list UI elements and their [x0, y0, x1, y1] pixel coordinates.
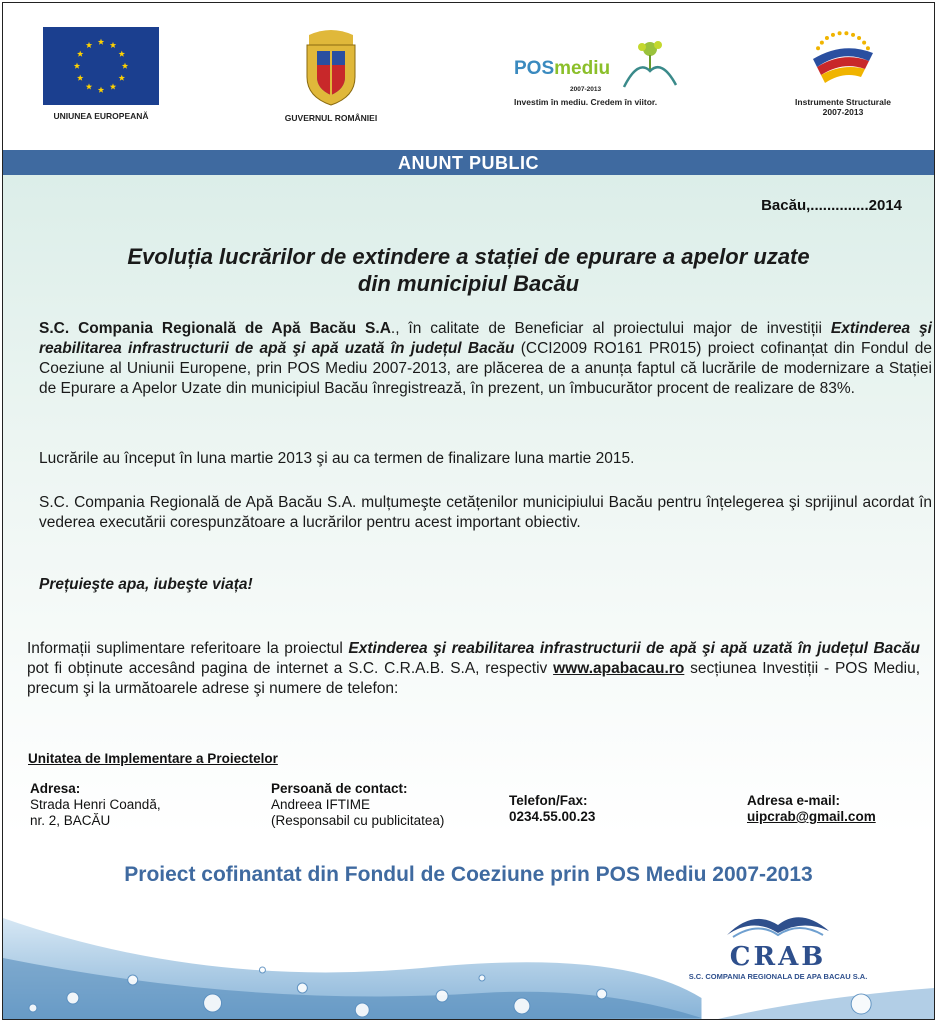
pos-tagline: Investim în mediu. Credem în viitor. — [514, 97, 658, 107]
is-caption-line1: Instrumente Structurale — [795, 97, 891, 107]
info-text-1: Informații suplimentare referitoare la proiectul — [27, 640, 349, 657]
is-star-icon — [857, 36, 861, 40]
is-caption-line2: 2007-2013 — [822, 107, 864, 117]
email-block — [747, 793, 876, 825]
person-role: (Responsabil cu publicitatea) — [271, 813, 445, 828]
address-label: Adresa: — [30, 781, 81, 796]
paragraph-info — [27, 639, 920, 699]
email-label: Adresa e-mail: — [747, 793, 841, 808]
crab-logo — [683, 905, 873, 981]
announcement-title — [3, 243, 934, 297]
contact-person-block — [271, 781, 444, 829]
crab-wordmark: CRAB — [729, 942, 827, 972]
phone-label: Telefon/Fax: — [509, 793, 588, 808]
is-star-icon — [831, 33, 835, 37]
paragraph-intro — [27, 319, 932, 399]
phone-value: 0234.55.00.23 — [509, 809, 596, 824]
phone-block — [509, 793, 595, 825]
address-line-2: nr. 2, BACĂU — [30, 813, 111, 828]
is-star-icon — [862, 41, 866, 45]
title-line-1: Evoluția lucrărilor de extindere a stației de epurare a apelor uzate — [127, 244, 810, 269]
address-line-1: Strada Henri Coandă, — [30, 797, 161, 812]
project-name: Extinderea şi reabilitarea infrastructurii de apă şi apă uzată în județul Bacău — [39, 320, 932, 357]
pos-years: 2007-2013 — [570, 86, 602, 93]
is-star-icon — [825, 36, 829, 40]
crab-subtitle: S.C. COMPANIA REGIONALA DE APA BACAU S.A. — [688, 972, 868, 981]
gov-caption: GUVERNUL ROMÂNIEI — [284, 113, 378, 123]
unit-heading: Unitatea de Implementare a Proiectelor — [28, 751, 278, 766]
is-star-icon — [851, 33, 855, 37]
is-star-icon — [816, 46, 820, 50]
is-star-icon — [844, 31, 848, 35]
person-label: Persoană de contact: — [271, 781, 408, 796]
eu-flag-icon — [43, 27, 159, 105]
is-star-icon — [838, 31, 842, 35]
cofinanced-statement: Proiect cofinantat din Fondul de Coeziune prin POS Mediu 2007-2013 — [124, 863, 813, 886]
mountain-wave-icon — [723, 905, 833, 939]
structural-instruments-icon — [803, 27, 883, 93]
gov-logo — [271, 25, 391, 123]
intro-text-2: (CCI2009 RO161 PR015) proiect cofinanțat din Fondul de Coeziune al Uniunii Europene, prin POS Mediu 2007-2013, are plăcerea de a anunța faptul că lucrările de modernizare a Stației de Epurare a Apelor Uzate din municipiul Bacău înregistrează, în prezent, un îmbucurător procent de realizare de 83%. — [39, 340, 932, 397]
company-name: S.C. Compania Regională de Apă Bacău S.A — [39, 320, 391, 337]
website-link[interactable]: www.apabacau.ro — [553, 660, 685, 677]
announcement-banner: ANUNT PUBLIC — [3, 150, 934, 175]
intro-text-1: ., în calitate de Beneficiar al proiectului major de investiții — [390, 320, 831, 337]
announcement-body — [3, 175, 934, 835]
email-link[interactable]: uipcrab@gmail.com — [747, 809, 876, 824]
hands-flower-icon — [618, 39, 678, 89]
info-text-2: pot fi obținute accesând pagina de internet a S.C. C.R.A.B. S.A, respectiv — [27, 660, 554, 677]
slogan: Prețuieşte apa, iubeşte viața! — [39, 576, 253, 593]
address-block — [30, 781, 161, 829]
info-text-3: secțiunea Investiții - POS Mediu, precum şi la următoarele adrese şi numere de telefon: — [27, 660, 920, 697]
pos-word: POS — [514, 58, 555, 79]
coat-of-arms-icon — [301, 25, 361, 107]
paragraph-schedule: Lucrările au început în luna martie 2013 şi au ca termen de finalizare luna martie 2015. — [39, 450, 635, 467]
logos-row — [3, 3, 934, 148]
is-star-icon — [866, 46, 870, 50]
title-line-2: din municipiul Bacău — [357, 271, 580, 296]
is-star-icon — [820, 41, 824, 45]
eu-logo — [41, 27, 161, 121]
announcement-date: Bacău,..............2014 — [761, 197, 902, 214]
structural-instruments-logo — [783, 27, 903, 117]
mediu-word: mediu — [554, 58, 611, 79]
paragraph-thanks: S.C. Compania Regională de Apă Bacău S.A. mulțumeşte cetățenilor municipiului Bacău pentru înțelegerea şi sprijinul acordat în vederea executării corespunzătoare a lucrărilor pentru acest important obiectiv. — [39, 494, 932, 531]
eu-caption: UNIUNEA EUROPEANĂ — [53, 111, 149, 121]
info-project-name: Extinderea şi reabilitarea infrastructurii de apă şi apă uzată în județul Bacău — [348, 640, 920, 657]
announcement-page — [2, 2, 935, 1020]
person-name: Andreea IFTIME — [271, 797, 371, 812]
